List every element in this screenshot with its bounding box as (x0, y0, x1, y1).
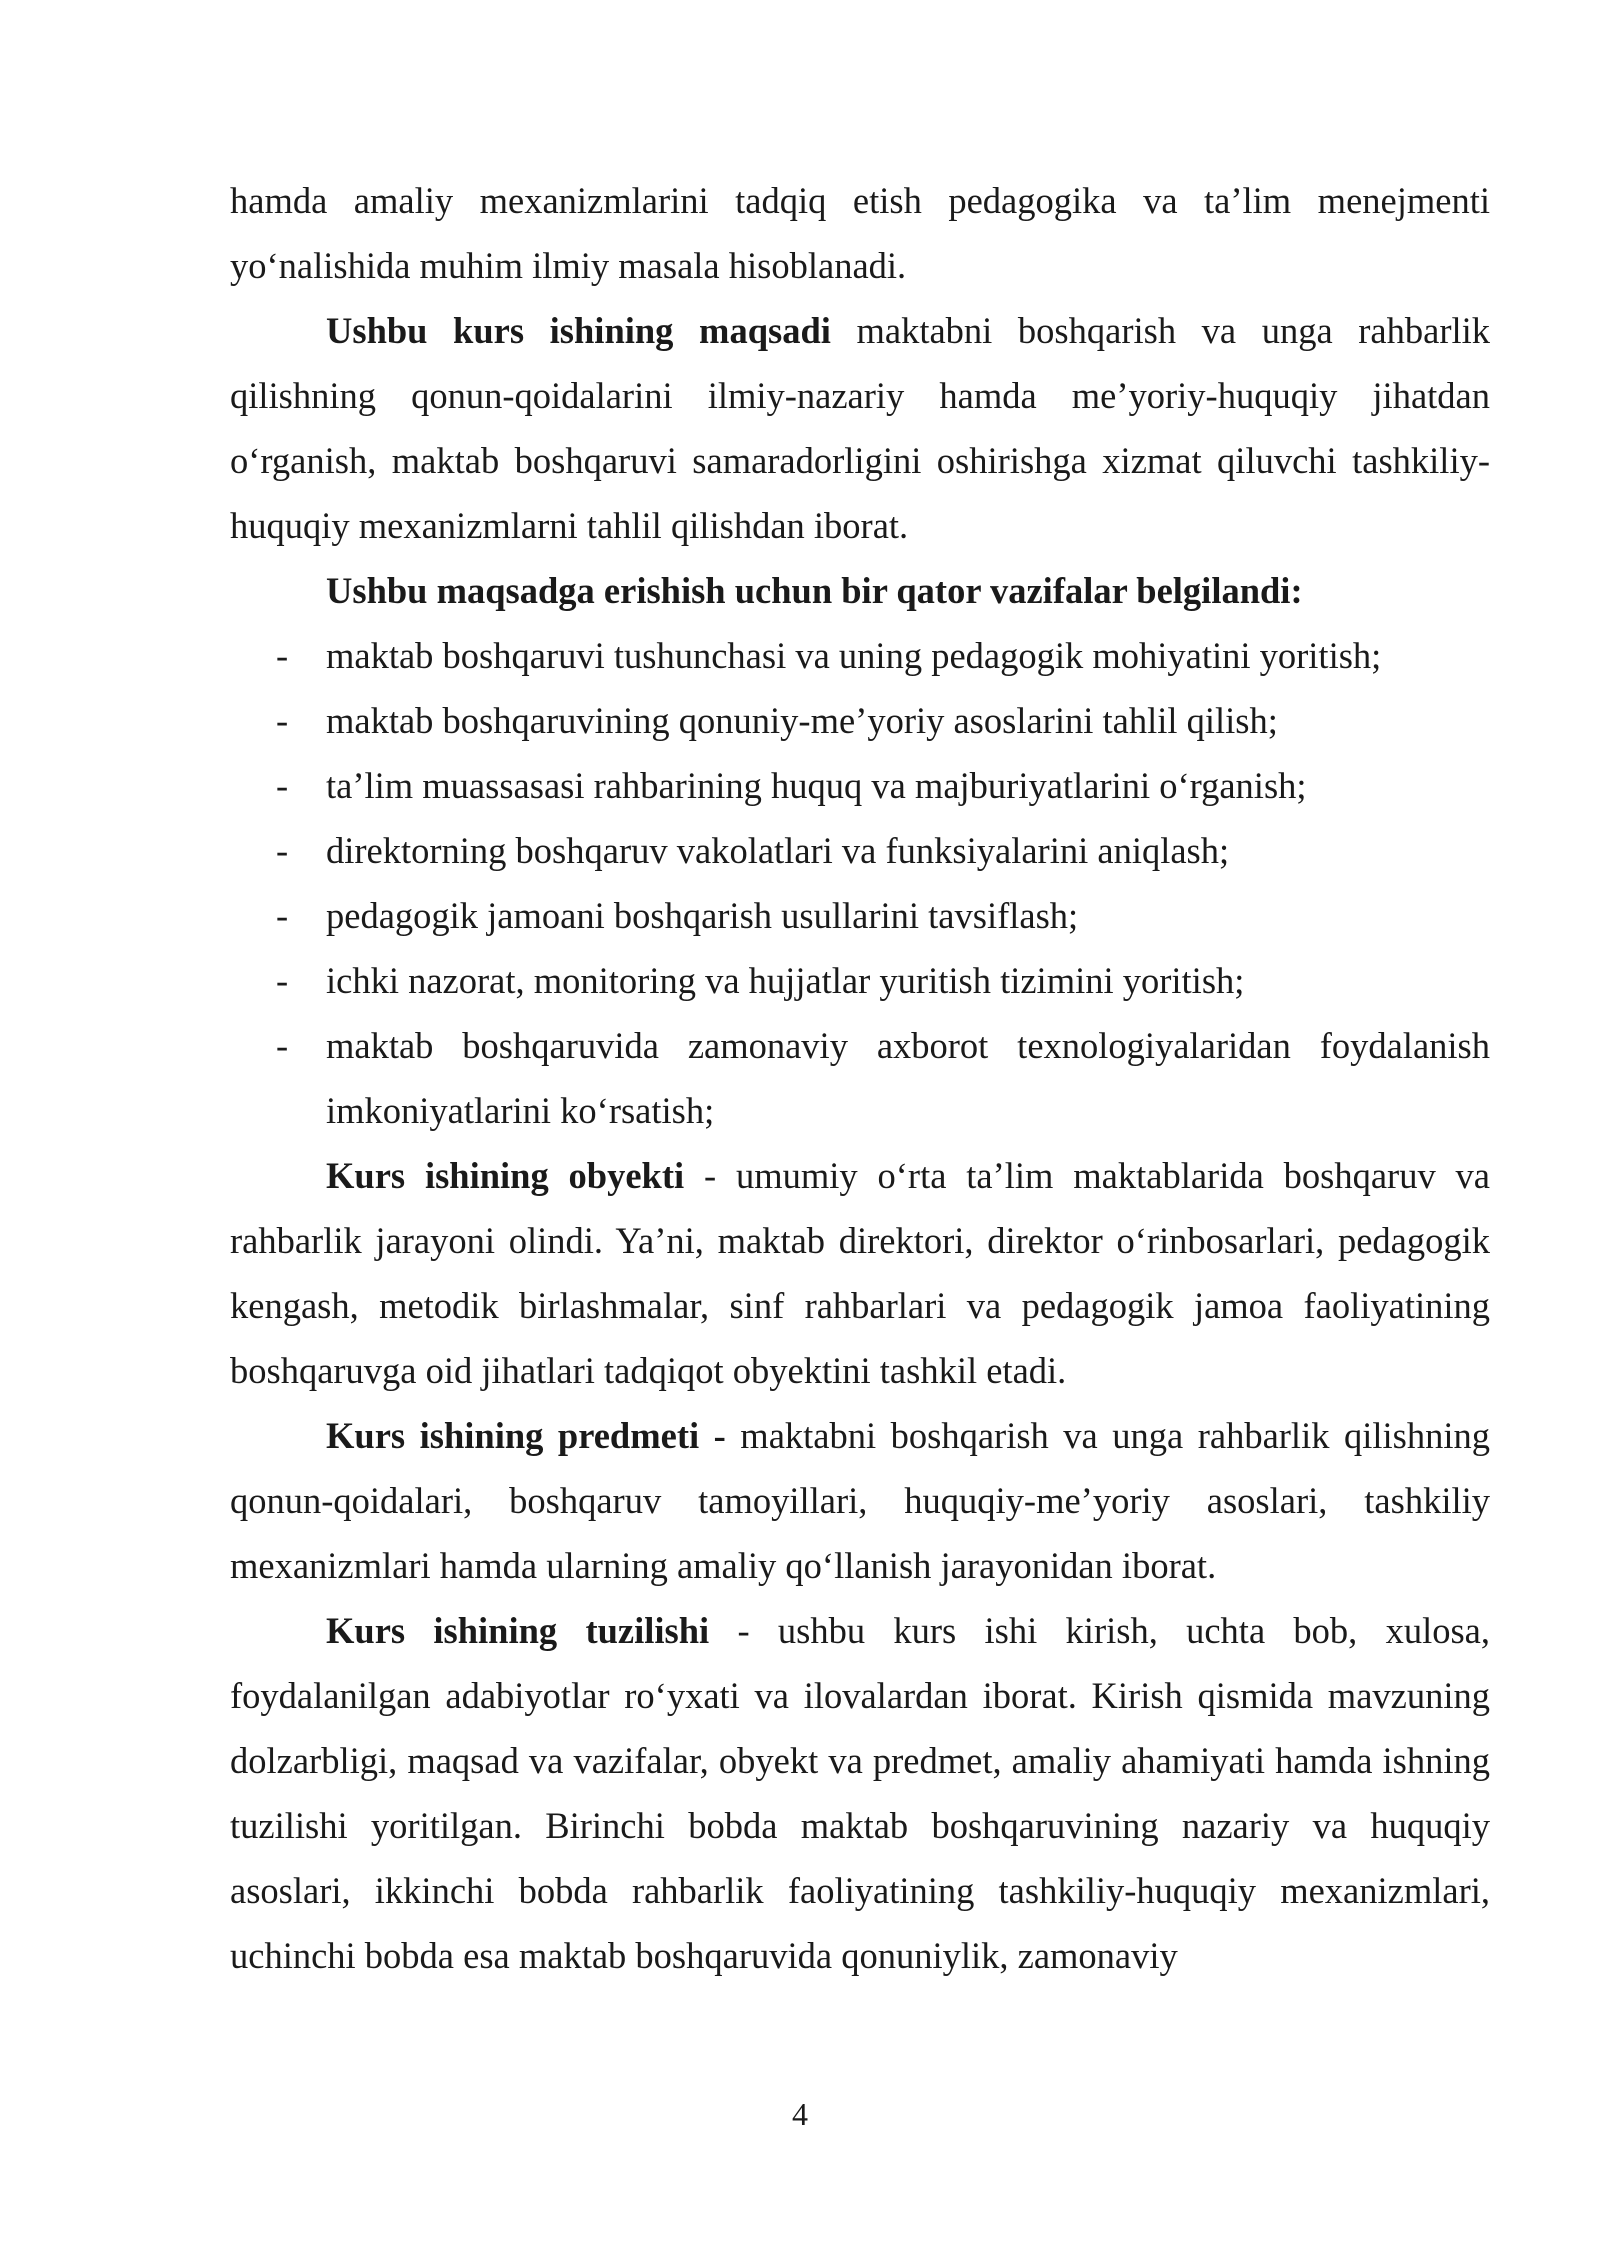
goal-heading: Ushbu kurs ishining maqsadi (326, 310, 831, 351)
structure-text: - ushbu kurs ishi kirish, uchta bob, xulosa, foydalanilgan adabiyotlar ro‘yxati va ilovalardan iborat. Kirish qismida mavzuning dolzarbligi, maqsad va vazifalar, obyekt va predmet, amaliy ahamiyati hamda ishning tuzilishi yoritilgan. Birinchi bobda maktab boshqaruvining nazariy va huquqiy asoslari, ikkinchi bobda rahbarlik faoliyatining tashkiliy-huquqiy mexanizmlari, uchinchi bobda esa maktab boshqaruvida qonuniylik, zamonaviy (230, 1610, 1491, 1976)
object-text: - umumiy o‘rta ta’lim maktablarida boshqaruv va rahbarlik jarayoni olindi. Ya’ni, maktab direktori, direktor o‘rinbosarlari, pedagogik kengash, metodik birlashmalar, sinf rahbarlari va pedagogik jamoa faoliyatining boshqaruvga oid jihatlari tadqiqot obyektini tashkil etadi. (230, 1155, 1490, 1391)
paragraph-text: hamda amaliy mexanizmlarini tadqiq etish pedagogika va ta’lim menejmenti yo‘nalishida muhim ilmiy masala hisoblanadi. (230, 180, 1490, 286)
list-item (230, 753, 1490, 818)
list-item (230, 883, 1490, 948)
subject-text: maktabni boshqarish va unga rahbarlik qilishning qonun-qoidalari, boshqaruv tamoyillari, huquqiy-me’yoriy asoslari, tashkiliy mexanizmlari hamda ularning amaliy qo‘llanish jarayonidan iborat. (230, 1415, 1490, 1586)
list-item-text: ta’lim muassasasi rahbarining huquq va majburiyatlarini o‘rganish; (326, 765, 1307, 806)
object-heading: Kurs ishining obyekti (326, 1155, 685, 1196)
paragraph-intro-continuation (230, 168, 1490, 298)
paragraph-tasks-intro (230, 558, 1490, 623)
list-dash: - (276, 960, 289, 1001)
list-dash: - (276, 1025, 289, 1066)
list-item (230, 818, 1490, 883)
list-item (230, 623, 1490, 688)
document-page (230, 168, 1490, 1988)
list-dash: - (276, 895, 289, 936)
goal-text: maktabni boshqarish va unga rahbarlik qilishning qonun-qoidalarini ilmiy-nazariy hamda me’yoriy-huquqiy jihatdan o‘rganish, maktab boshqaruvi samaradorligini oshirishga xizmat qiluvchi tashkiliy-huquqiy mexanizmlarni tahlil qilishdan iborat. (230, 310, 1491, 546)
subject-heading: Kurs ishining predmeti - (326, 1415, 726, 1456)
paragraph-object (230, 1143, 1490, 1403)
task-list (230, 623, 1490, 1143)
list-item-text: ichki nazorat, monitoring va hujjatlar yuritish tizimini yoritish; (326, 960, 1245, 1001)
list-item-text: maktab boshqaruvida zamonaviy axborot texnologiyalaridan foydalanish imkoniyatlarini ko‘rsatish; (326, 1025, 1490, 1131)
paragraph-subject (230, 1403, 1490, 1598)
list-dash: - (276, 635, 289, 676)
paragraph-goal (230, 298, 1490, 558)
list-item-text: maktab boshqaruvi tushunchasi va uning pedagogik mohiyatini yoritish; (326, 635, 1382, 676)
tasks-heading: Ushbu maqsadga erishish uchun bir qator vazifalar belgilandi: (326, 570, 1303, 611)
structure-heading: Kurs ishining tuzilishi (326, 1610, 710, 1651)
list-dash: - (276, 830, 289, 871)
list-item (230, 1013, 1490, 1143)
list-item-text: direktorning boshqaruv vakolatlari va funksiyalarini aniqlash; (326, 830, 1230, 871)
list-dash: - (276, 700, 289, 741)
list-item-text: pedagogik jamoani boshqarish usullarini tavsiflash; (326, 895, 1079, 936)
list-dash: - (276, 765, 289, 806)
page-number: 4 (792, 2096, 808, 2132)
paragraph-structure (230, 1598, 1490, 1988)
list-item (230, 688, 1490, 753)
list-item-text: maktab boshqaruvining qonuniy-me’yoriy asoslarini tahlil qilish; (326, 700, 1278, 741)
list-item (230, 948, 1490, 1013)
